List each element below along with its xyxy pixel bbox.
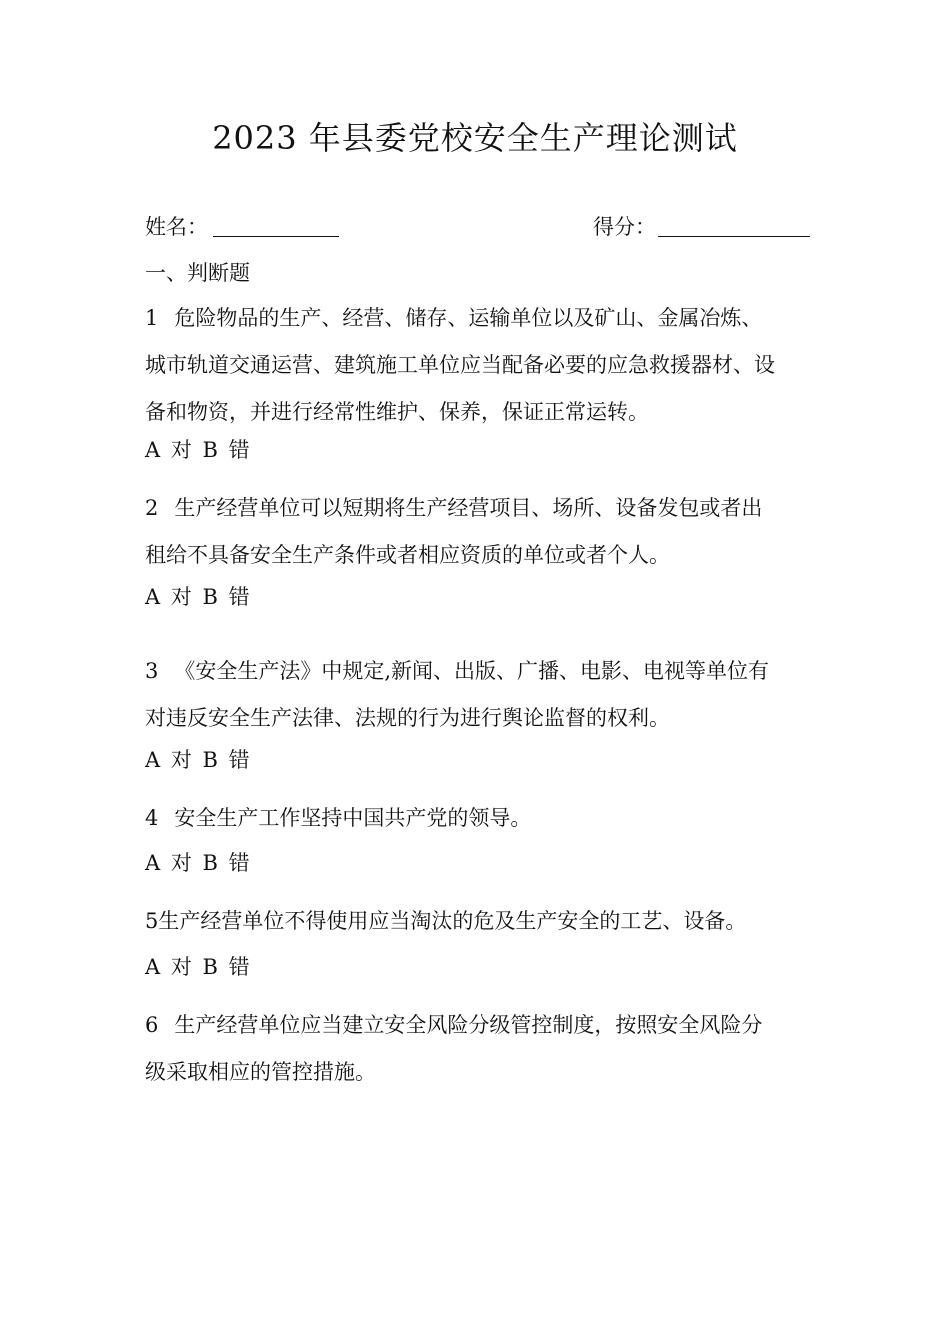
question-line: 租给不具备安全生产条件或者相应资质的单位或者个人。 (145, 543, 670, 567)
question-line (145, 485, 815, 532)
question-line: 对违反安全生产法律、法规的行为进行舆论监督的权利。 (145, 706, 670, 730)
info-row (145, 210, 815, 244)
question-number: 1 (145, 306, 159, 330)
question-text: 生产经营单位可以短期将生产经营项目、场所、设备发包或者出 (174, 496, 763, 520)
question-line: 城市轨道交通运营、建筑施工单位应当配备必要的应急救援器材、设 (145, 353, 775, 377)
question-4 (145, 795, 815, 842)
question-6 (145, 1002, 815, 1096)
question-text: 安全生产工作坚持中国共产党的领导。 (174, 806, 532, 830)
question-number: 4 (145, 806, 159, 830)
question-3 (145, 648, 815, 742)
question-line: 备和物资，并进行经常性维护、保养，保证正常运转。 (145, 400, 649, 424)
question-number: 6 (145, 1013, 159, 1037)
name-label: 姓名： (145, 215, 208, 239)
question-line (145, 795, 815, 842)
question-line (145, 1002, 815, 1049)
question-4-options: A 对 B 错 (145, 851, 250, 875)
question-number: 5 (145, 909, 159, 933)
section-title: 一、判断题 (145, 261, 250, 285)
question-1 (145, 295, 815, 436)
question-line: 级采取相应的管控措施。 (145, 1060, 376, 1084)
score-label: 得分： (593, 215, 656, 239)
question-5-options: A 对 B 错 (145, 955, 250, 979)
question-1-options: A 对 B 错 (145, 438, 250, 462)
question-text: 生产经营单位应当建立安全风险分级管控制度，按照安全风险分 (174, 1013, 763, 1037)
question-number: 3 (145, 659, 159, 683)
score-blank-line (658, 236, 810, 237)
question-3-options: A 对 B 错 (145, 748, 250, 772)
question-line (145, 898, 815, 945)
page-title: 2023 年县委党校安全生产理论测试 (212, 119, 738, 157)
question-number: 2 (145, 496, 159, 520)
question-2-options: A 对 B 错 (145, 585, 250, 609)
question-line (145, 648, 815, 695)
question-text: 危险物品的生产、经营、储存、运输单位以及矿山、金属冶炼、 (174, 306, 763, 330)
name-blank-line (213, 236, 339, 237)
question-text: 《安全生产法》中规定,新闻、出版、广播、电影、电视等单位有 (174, 659, 770, 683)
question-line (145, 295, 815, 342)
question-text: 生产经营单位不得使用应当淘汰的危及生产安全的工艺、设备。 (158, 909, 747, 933)
question-5 (145, 898, 815, 945)
question-2 (145, 485, 815, 579)
